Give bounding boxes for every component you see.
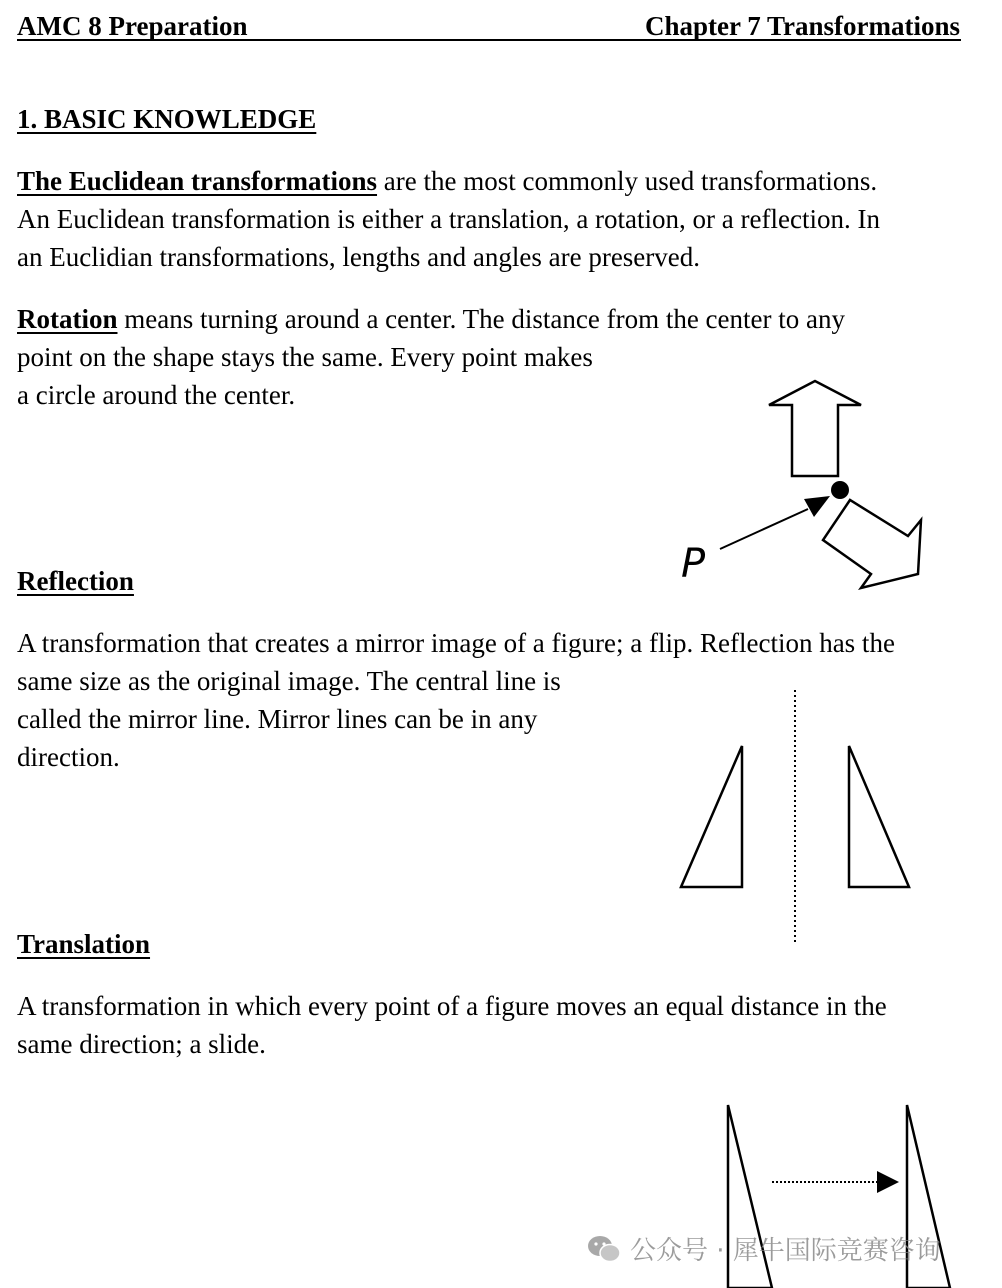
translation-line1: A transformation in which every point of a figure moves an equal distance in the xyxy=(17,991,887,1021)
watermark-text: 公众号 · 犀牛国际竞赛咨询 xyxy=(630,1236,941,1266)
translation-paragraph xyxy=(17,987,887,1063)
watermark xyxy=(586,1230,941,1267)
reflection-line1: A transformation that creates a mirror image of a figure; a flip. Reflection has the xyxy=(17,628,895,658)
rotation-figure xyxy=(670,370,940,610)
euclidean-line3: an Euclidian transformations, lengths and angles are preserved. xyxy=(17,242,701,272)
reflection-figure xyxy=(670,680,930,950)
rotation-term: Rotation xyxy=(17,304,118,334)
wechat-icon xyxy=(586,1234,622,1264)
reflection-line2: same size as the original image. The central line is xyxy=(17,666,561,696)
rotation-line3: a circle around the center. xyxy=(17,380,296,410)
section-heading-basic-knowledge: 1. BASIC KNOWLEDGE xyxy=(17,104,317,134)
reflection-triangle-left xyxy=(681,746,742,887)
rotation-label-p: P xyxy=(681,541,706,587)
section-heading-translation: Translation xyxy=(17,929,151,959)
rotation-pointer-line xyxy=(720,509,808,549)
euclidean-line1: are the most commonly used transformations. xyxy=(377,166,878,196)
header-divider xyxy=(17,39,961,41)
euclidean-line2: An Euclidean transformation is either a translation, a rotation, or a reflection. In xyxy=(17,204,880,234)
rotation-pointer-arrowhead xyxy=(804,496,830,517)
reflection-line3: called the mirror line. Mirror lines can be in any xyxy=(17,704,538,734)
section-heading-reflection: Reflection xyxy=(17,566,134,596)
rotation-arrow-rotated xyxy=(823,500,921,588)
header-title-left: AMC 8 Preparation xyxy=(17,11,248,41)
reflection-triangle-right xyxy=(849,746,909,887)
reflection-line4: direction. xyxy=(17,742,120,772)
rotation-center-point xyxy=(831,481,849,499)
euclidean-term: The Euclidean transformations xyxy=(17,166,378,196)
rotation-arrow-original xyxy=(769,381,861,476)
translation-arrowhead xyxy=(877,1171,899,1193)
euclidean-paragraph xyxy=(17,162,880,276)
header-chapter-title: Chapter 7 Transformations xyxy=(644,11,960,41)
rotation-line1: means turning around a center. The distance from the center to any xyxy=(117,304,845,334)
translation-line2: same direction; a slide. xyxy=(17,1029,266,1059)
rotation-line2: point on the shape stays the same. Every point makes xyxy=(17,342,593,372)
